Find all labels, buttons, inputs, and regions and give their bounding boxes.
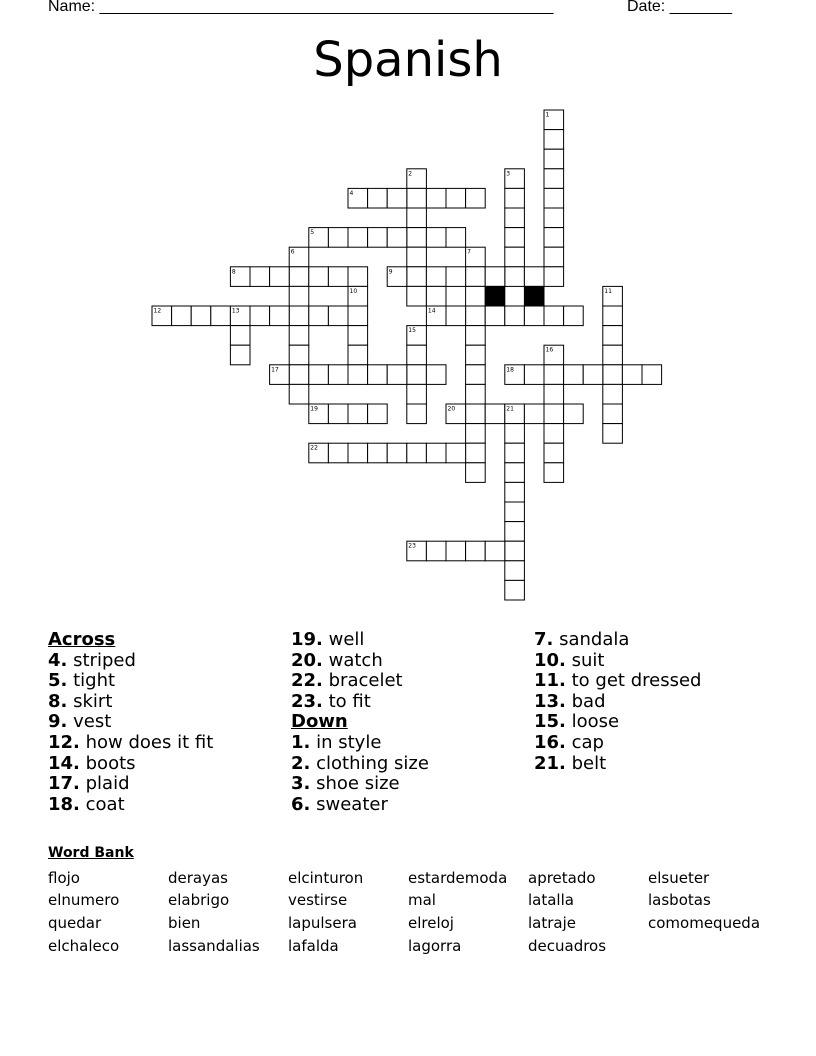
- clue-item: 3. shoe size: [291, 773, 400, 795]
- date-field: Date: _______: [627, 0, 732, 15]
- word-bank-word: decuadros: [528, 937, 607, 955]
- crossword-cell[interactable]: [289, 365, 309, 385]
- name-field: Name: ___________________________________________________: [48, 0, 554, 15]
- crossword-clue-number: 10: [349, 287, 358, 295]
- crossword-cell[interactable]: [387, 228, 407, 248]
- clue-item: 15. loose: [534, 711, 620, 733]
- crossword-cell[interactable]: [544, 149, 564, 169]
- crossword-cell[interactable]: [230, 345, 250, 365]
- crossword-cell[interactable]: [348, 228, 368, 248]
- crossword-cell[interactable]: [348, 365, 368, 385]
- crossword-cell[interactable]: [387, 443, 407, 463]
- crossword-cell[interactable]: [426, 228, 446, 248]
- crossword-cell[interactable]: [505, 443, 525, 463]
- crossword-cell[interactable]: [505, 208, 525, 228]
- word-bank-word: lafalda: [288, 937, 339, 955]
- crossword-cell[interactable]: [328, 306, 348, 326]
- crossword-cell[interactable]: [544, 463, 564, 483]
- crossword-cell[interactable]: [544, 424, 564, 444]
- crossword-cell[interactable]: [544, 306, 564, 326]
- crossword-cell[interactable]: [426, 286, 446, 306]
- crossword-clue-number: 11: [604, 287, 612, 295]
- clue-item: 19. well: [291, 629, 365, 650]
- crossword-cell[interactable]: [348, 267, 368, 287]
- crossword-cell[interactable]: [544, 228, 564, 248]
- crossword-cell[interactable]: [446, 443, 466, 463]
- crossword-cell[interactable]: [603, 384, 623, 404]
- crossword-cell[interactable]: [426, 541, 446, 561]
- word-bank-title: Word Bank: [48, 845, 134, 861]
- crossword-cell[interactable]: [328, 365, 348, 385]
- word-bank-word: bien: [168, 914, 201, 932]
- crossword-clue-number: 7: [467, 248, 471, 256]
- crossword-cell[interactable]: [426, 365, 446, 385]
- down-heading: Down: [291, 711, 348, 733]
- crossword-cell[interactable]: [250, 267, 270, 287]
- across-heading: Across: [48, 629, 116, 650]
- crossword-clue-number: 15: [408, 327, 416, 335]
- crossword-cell[interactable]: [368, 188, 388, 208]
- crossword-cell[interactable]: [328, 443, 348, 463]
- clue-item: 17. plaid: [48, 773, 130, 795]
- clue-item: 12. how does it fit: [48, 731, 214, 753]
- crossword-cell[interactable]: [446, 228, 466, 248]
- word-bank-word: estardemoda: [408, 869, 508, 887]
- crossword-clue-number: 3: [506, 170, 511, 178]
- crossword-cell[interactable]: [524, 365, 544, 385]
- crossword-cell[interactable]: [466, 463, 486, 483]
- clue-item: 7. sandala: [534, 629, 630, 650]
- crossword-cell[interactable]: [289, 384, 309, 404]
- crossword-cell[interactable]: [407, 404, 427, 424]
- crossword-cell[interactable]: [466, 424, 486, 444]
- crossword-cell[interactable]: [564, 365, 584, 385]
- crossword-cell[interactable]: [211, 306, 231, 326]
- word-bank-word: derayas: [168, 869, 228, 887]
- crossword-cell[interactable]: [505, 522, 525, 542]
- crossword-black-cell: [485, 286, 505, 306]
- crossword-cell[interactable]: [250, 306, 270, 326]
- crossword-cell[interactable]: [446, 306, 466, 326]
- crossword-cell[interactable]: [466, 345, 486, 365]
- crossword-cell[interactable]: [289, 267, 309, 287]
- crossword-clue-number: 17: [271, 366, 279, 374]
- crossword-cell[interactable]: [505, 306, 525, 326]
- crossword-cell[interactable]: [505, 228, 525, 248]
- crossword-clue-number: 5: [310, 229, 315, 237]
- crossword-cell[interactable]: [387, 365, 407, 385]
- clue-item: 14. boots: [48, 752, 136, 774]
- crossword-clue-number: 4: [349, 189, 354, 197]
- crossword-cell[interactable]: [505, 482, 525, 502]
- crossword-cell[interactable]: [544, 443, 564, 463]
- crossword-cell[interactable]: [505, 424, 525, 444]
- crossword-clue-number: 12: [153, 307, 162, 315]
- clue-item: 22. bracelet: [291, 670, 403, 692]
- crossword-cell[interactable]: [426, 443, 446, 463]
- crossword-cell[interactable]: [348, 345, 368, 365]
- crossword-cell[interactable]: [466, 267, 486, 287]
- word-bank-word: elreloj: [408, 914, 454, 932]
- crossword-cell[interactable]: [524, 404, 544, 424]
- crossword-cell[interactable]: [642, 365, 662, 385]
- crossword-cell[interactable]: [446, 541, 466, 561]
- crossword-cell[interactable]: [270, 306, 290, 326]
- clue-item: 6. sweater: [291, 793, 388, 815]
- crossword-cell[interactable]: [446, 267, 466, 287]
- crossword-cell[interactable]: [407, 208, 427, 228]
- crossword-cell[interactable]: [289, 306, 309, 326]
- crossword-cell[interactable]: [466, 286, 486, 306]
- crossword-cell[interactable]: [603, 404, 623, 424]
- crossword-cell[interactable]: [289, 345, 309, 365]
- crossword-cell[interactable]: [309, 306, 329, 326]
- clue-item: 11. to get dressed: [534, 670, 702, 692]
- word-bank-word: elabrigo: [168, 891, 230, 909]
- clue-item: 5. tight: [48, 670, 116, 692]
- crossword-cell[interactable]: [505, 247, 525, 267]
- clue-item: 20. watch: [291, 649, 383, 671]
- crossword-cell[interactable]: [544, 404, 564, 424]
- crossword-cell[interactable]: [309, 365, 329, 385]
- clues-column-3: [534, 630, 701, 774]
- crossword-cell[interactable]: [583, 365, 603, 385]
- crossword-cell[interactable]: [407, 188, 427, 208]
- crossword-cell[interactable]: [564, 306, 584, 326]
- crossword-clue-number: 2: [408, 170, 413, 178]
- crossword-clue-number: 18: [506, 366, 514, 374]
- crossword-cell[interactable]: [466, 404, 486, 424]
- crossword-cell[interactable]: [328, 228, 348, 248]
- clue-item: 16. cap: [534, 731, 604, 753]
- crossword-cell[interactable]: [485, 404, 505, 424]
- crossword-cell[interactable]: [387, 188, 407, 208]
- page-title: Spanish: [313, 32, 503, 88]
- crossword-cell[interactable]: [505, 463, 525, 483]
- crossword-cell[interactable]: [368, 365, 388, 385]
- crossword-clue-number: 1: [545, 111, 550, 119]
- crossword-cell[interactable]: [564, 404, 584, 424]
- crossword-cell[interactable]: [230, 326, 250, 346]
- crossword-cell[interactable]: [368, 443, 388, 463]
- crossword-cell[interactable]: [505, 188, 525, 208]
- crossword-cell[interactable]: [544, 267, 564, 287]
- crossword-cell[interactable]: [407, 228, 427, 248]
- crossword-cell[interactable]: [309, 267, 329, 287]
- word-bank-word: quedar: [48, 914, 102, 932]
- crossword-cell[interactable]: [191, 306, 211, 326]
- crossword-cell[interactable]: [328, 267, 348, 287]
- crossword-cell[interactable]: [466, 306, 486, 326]
- crossword-cell[interactable]: [328, 404, 348, 424]
- crossword-cell[interactable]: [348, 306, 368, 326]
- crossword-cell[interactable]: [426, 267, 446, 287]
- crossword-cell[interactable]: [603, 424, 623, 444]
- word-bank-word: mal: [408, 891, 436, 909]
- crossword-cell[interactable]: [446, 188, 466, 208]
- crossword-cell[interactable]: [505, 580, 525, 600]
- crossword-cell[interactable]: [466, 384, 486, 404]
- crossword-cell[interactable]: [505, 502, 525, 522]
- crossword-clue-number: 13: [231, 307, 240, 315]
- clue-item: 23. to fit: [291, 690, 371, 712]
- crossword-cell[interactable]: [524, 267, 544, 287]
- crossword-cell[interactable]: [603, 326, 623, 346]
- crossword-cell[interactable]: [368, 404, 388, 424]
- crossword-cell[interactable]: [466, 443, 486, 463]
- word-bank-word: latraje: [528, 914, 576, 932]
- crossword-clue-number: 14: [427, 307, 436, 315]
- clue-item: 21. belt: [534, 752, 607, 774]
- crossword-cell[interactable]: [603, 365, 623, 385]
- crossword-cell[interactable]: [603, 306, 623, 326]
- crossword-cell[interactable]: [407, 267, 427, 287]
- crossword-clue-number: 22: [310, 444, 318, 452]
- word-bank-word: latalla: [528, 891, 574, 909]
- crossword-cell[interactable]: [485, 541, 505, 561]
- crossword-cell[interactable]: [407, 247, 427, 267]
- crossword-cell[interactable]: [407, 443, 427, 463]
- crossword-cell[interactable]: [348, 404, 368, 424]
- clue-item: 1. in style: [291, 731, 382, 753]
- crossword-cell[interactable]: [172, 306, 192, 326]
- crossword-cell[interactable]: [270, 267, 290, 287]
- crossword-cell[interactable]: [505, 561, 525, 581]
- crossword-cell[interactable]: [544, 247, 564, 267]
- clues-column-2: [291, 630, 429, 815]
- word-bank-word: elcinturon: [288, 869, 364, 887]
- crossword-cell[interactable]: [544, 208, 564, 228]
- crossword-cell[interactable]: [524, 306, 544, 326]
- crossword-cell[interactable]: [485, 267, 505, 287]
- word-bank-word: lassandalias: [168, 937, 260, 955]
- crossword-clue-number: 20: [447, 405, 456, 413]
- crossword-cell[interactable]: [289, 326, 309, 346]
- crossword-cell[interactable]: [466, 326, 486, 346]
- clue-item: 10. suit: [534, 649, 605, 671]
- word-bank-word: lasbotas: [648, 891, 711, 909]
- crossword-cell[interactable]: [505, 267, 525, 287]
- crossword-cell[interactable]: [407, 365, 427, 385]
- crossword-cell[interactable]: [544, 169, 564, 189]
- clue-item: 18. coat: [48, 793, 125, 815]
- clue-item: 4. striped: [48, 649, 136, 671]
- word-bank-word: apretado: [528, 869, 596, 887]
- crossword-cell[interactable]: [466, 541, 486, 561]
- crossword-clue-number: 19: [310, 405, 318, 413]
- crossword-clue-number: 8: [231, 268, 236, 276]
- crossword-cell[interactable]: [407, 345, 427, 365]
- crossword-cell[interactable]: [544, 188, 564, 208]
- clues-column-1: [48, 630, 213, 815]
- crossword-cell[interactable]: [348, 326, 368, 346]
- word-bank-word: lapulsera: [288, 914, 357, 932]
- clue-item: 2. clothing size: [291, 752, 429, 774]
- crossword-cell[interactable]: [544, 365, 564, 385]
- crossword-cell[interactable]: [505, 541, 525, 561]
- crossword-cell[interactable]: [348, 443, 368, 463]
- clue-item: 8. skirt: [48, 690, 113, 712]
- crossword-cell[interactable]: [485, 306, 505, 326]
- crossword-clue-number: 9: [388, 268, 393, 276]
- clue-item: 13. bad: [534, 690, 606, 712]
- word-bank-word: elchaleco: [48, 937, 120, 955]
- crossword-cell[interactable]: [622, 365, 642, 385]
- word-bank-word: flojo: [48, 869, 80, 887]
- crossword-clue-number: 21: [506, 405, 514, 413]
- word-bank-word: comomequeda: [648, 914, 761, 932]
- crossword-cell[interactable]: [407, 286, 427, 306]
- crossword-cell[interactable]: [289, 286, 309, 306]
- word-bank-word: vestirse: [288, 891, 348, 909]
- crossword-cell[interactable]: [466, 365, 486, 385]
- crossword-cell[interactable]: [544, 384, 564, 404]
- crossword-cell[interactable]: [466, 188, 486, 208]
- word-bank-word: elsueter: [648, 869, 710, 887]
- clue-item: 9. vest: [48, 711, 112, 733]
- crossword-clue-number: 6: [290, 248, 295, 256]
- word-bank-word: elnumero: [48, 891, 120, 909]
- crossword-black-cell: [524, 286, 544, 306]
- word-bank-word: lagorra: [408, 937, 462, 955]
- crossword-cell[interactable]: [603, 345, 623, 365]
- crossword-cell[interactable]: [426, 188, 446, 208]
- crossword-clue-number: 23: [408, 542, 416, 550]
- crossword-cell[interactable]: [544, 130, 564, 150]
- crossword-cell[interactable]: [368, 228, 388, 248]
- crossword-clue-number: 16: [545, 346, 554, 354]
- crossword-cell[interactable]: [407, 384, 427, 404]
